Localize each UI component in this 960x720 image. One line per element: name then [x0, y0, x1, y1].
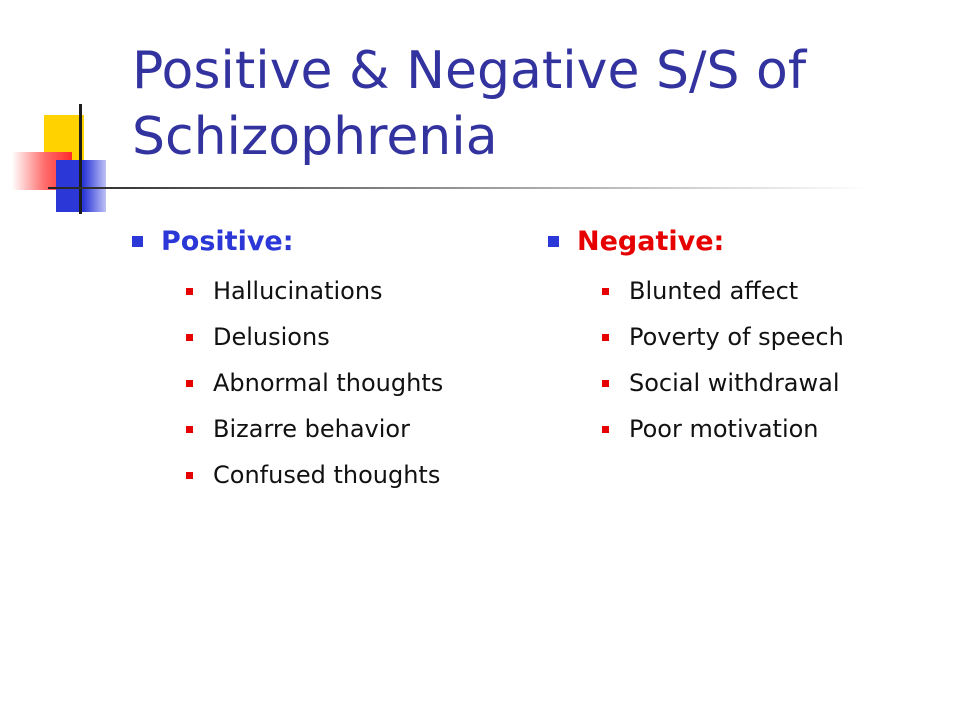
list-item-text: Social withdrawal: [629, 369, 840, 397]
list-item: [548, 268, 844, 314]
square-bullet-icon: [602, 426, 609, 433]
square-bullet-icon: [186, 380, 193, 387]
negative-column: [548, 222, 844, 452]
list-item: [548, 314, 844, 360]
square-bullet-icon: [186, 426, 193, 433]
list-item-text: Blunted affect: [629, 277, 799, 305]
square-bullet-icon: [602, 380, 609, 387]
slide-title: Positive & Negative S/S of Schizophrenia: [132, 41, 807, 167]
list-item: [548, 406, 844, 452]
positive-column: [132, 222, 443, 498]
square-bullet-icon: [186, 472, 193, 479]
list-item-text: Poverty of speech: [629, 323, 844, 351]
title-underline: [48, 187, 868, 189]
list-item: [548, 360, 844, 406]
square-bullet-icon: [548, 236, 559, 247]
decorative-vertical-line: [79, 104, 82, 214]
positive-heading-row: [132, 222, 443, 260]
list-item: [132, 268, 443, 314]
square-bullet-icon: [602, 334, 609, 341]
list-item-text: Hallucinations: [213, 277, 383, 305]
negative-heading-row: [548, 222, 844, 260]
list-item: [132, 406, 443, 452]
list-item-text: Delusions: [213, 323, 330, 351]
list-item: [132, 314, 443, 360]
square-bullet-icon: [132, 236, 143, 247]
square-bullet-icon: [186, 334, 193, 341]
positive-heading: Positive:: [161, 225, 294, 257]
negative-heading: Negative:: [577, 225, 725, 257]
list-item-text: Confused thoughts: [213, 461, 441, 489]
list-item: [132, 360, 443, 406]
list-item: [132, 452, 443, 498]
positive-list: [132, 268, 443, 498]
square-bullet-icon: [186, 288, 193, 295]
square-bullet-icon: [602, 288, 609, 295]
list-item-text: Poor motivation: [629, 415, 819, 443]
list-item-text: Bizarre behavior: [213, 415, 410, 443]
negative-list: [548, 268, 844, 452]
list-item-text: Abnormal thoughts: [213, 369, 444, 397]
